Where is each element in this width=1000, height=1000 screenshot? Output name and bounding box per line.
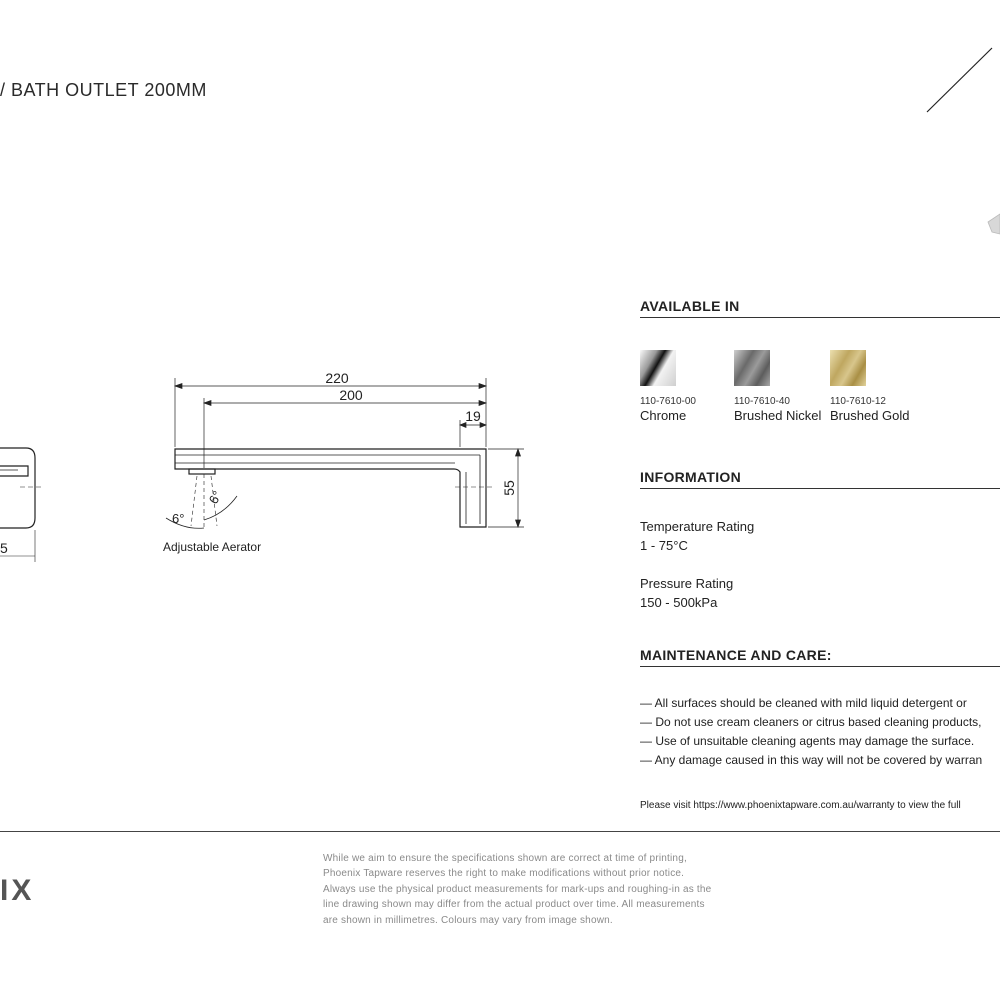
disclaimer-line: are shown in millimetres. Colours may vary from image shown. [323, 914, 613, 926]
angle-left-label: 6° [172, 511, 185, 526]
angle-right-label: 6° [205, 488, 225, 507]
finish-name: Chrome [640, 408, 687, 423]
footer-divider [0, 831, 1000, 832]
list-item: — Any damage caused in this way will not be covered by warran [640, 753, 983, 767]
disclaimer-line: While we aim to ensure the specifications shown are correct at time of printing, [323, 853, 687, 864]
dim-220-label: 220 [325, 370, 349, 386]
maintenance-list [640, 694, 982, 770]
disclaimer-line: line drawing shown may differ from the actual product over time. All measurements [323, 899, 705, 911]
finish-brushed-gold[interactable] [830, 350, 910, 423]
finish-brushed-nickel[interactable] [734, 350, 821, 423]
temperature-value: 1 - 75°C [640, 538, 688, 553]
list-item: — Use of unsuitable cleaning agents may damage the surface. [640, 734, 975, 748]
disclaimer [323, 851, 711, 928]
side-view [166, 449, 492, 530]
dim-200 [204, 398, 486, 468]
dim-19-label: 19 [465, 408, 481, 424]
brand-logo: IX [0, 874, 35, 907]
available-heading: AVAILABLE IN [640, 298, 740, 314]
disclaimer-line: Always use the physical product measurements for mark-ups and roughing-in as the [323, 883, 712, 895]
chrome-swatch [640, 350, 676, 386]
dim-55-label: 55 [501, 480, 517, 496]
brushed-nickel-swatch [734, 350, 770, 386]
pressure-rating [640, 574, 733, 612]
finish-code: 110-7610-40 [734, 396, 790, 407]
finish-chrome[interactable] [640, 350, 696, 423]
information-heading: INFORMATION [640, 469, 742, 485]
list-item: — Do not use cream cleaners or citrus based cleaning products, [640, 715, 982, 729]
pressure-label: Pressure Rating [640, 576, 734, 591]
finish-name: Brushed Nickel [734, 408, 822, 423]
list-item: — All surfaces should be cleaned with mild liquid detergent or [640, 696, 967, 710]
finish-code: 110-7610-00 [640, 396, 696, 407]
dim-19 [460, 420, 486, 447]
temperature-rating [640, 517, 754, 555]
pressure-value: 150 - 500kPa [640, 595, 718, 610]
available-divider [640, 317, 1000, 318]
temperature-label: Temperature Rating [640, 519, 755, 534]
brushed-gold-swatch [830, 350, 866, 386]
finish-name: Brushed Gold [830, 408, 910, 423]
warranty-link-text[interactable]: Please visit https://www.phoenixtapware.com.au/warranty to view the full [640, 800, 961, 811]
dim-220 [175, 378, 486, 447]
disclaimer-line: Phoenix Tapware reserves the right to make modifications without prior notice. [323, 868, 685, 880]
product-image-edge [927, 48, 992, 112]
page-title: / BATH OUTLET 200MM [0, 80, 207, 100]
dim-200-label: 200 [339, 387, 363, 403]
finish-code: 110-7610-12 [830, 396, 886, 407]
product-image-fragment [988, 214, 1000, 234]
information-divider [640, 488, 1000, 489]
maintenance-heading: MAINTENANCE AND CARE: [640, 647, 832, 663]
dim-5-label: 5 [0, 540, 8, 556]
aerator-label: Adjustable Aerator [163, 540, 262, 554]
maintenance-divider [640, 666, 1000, 667]
